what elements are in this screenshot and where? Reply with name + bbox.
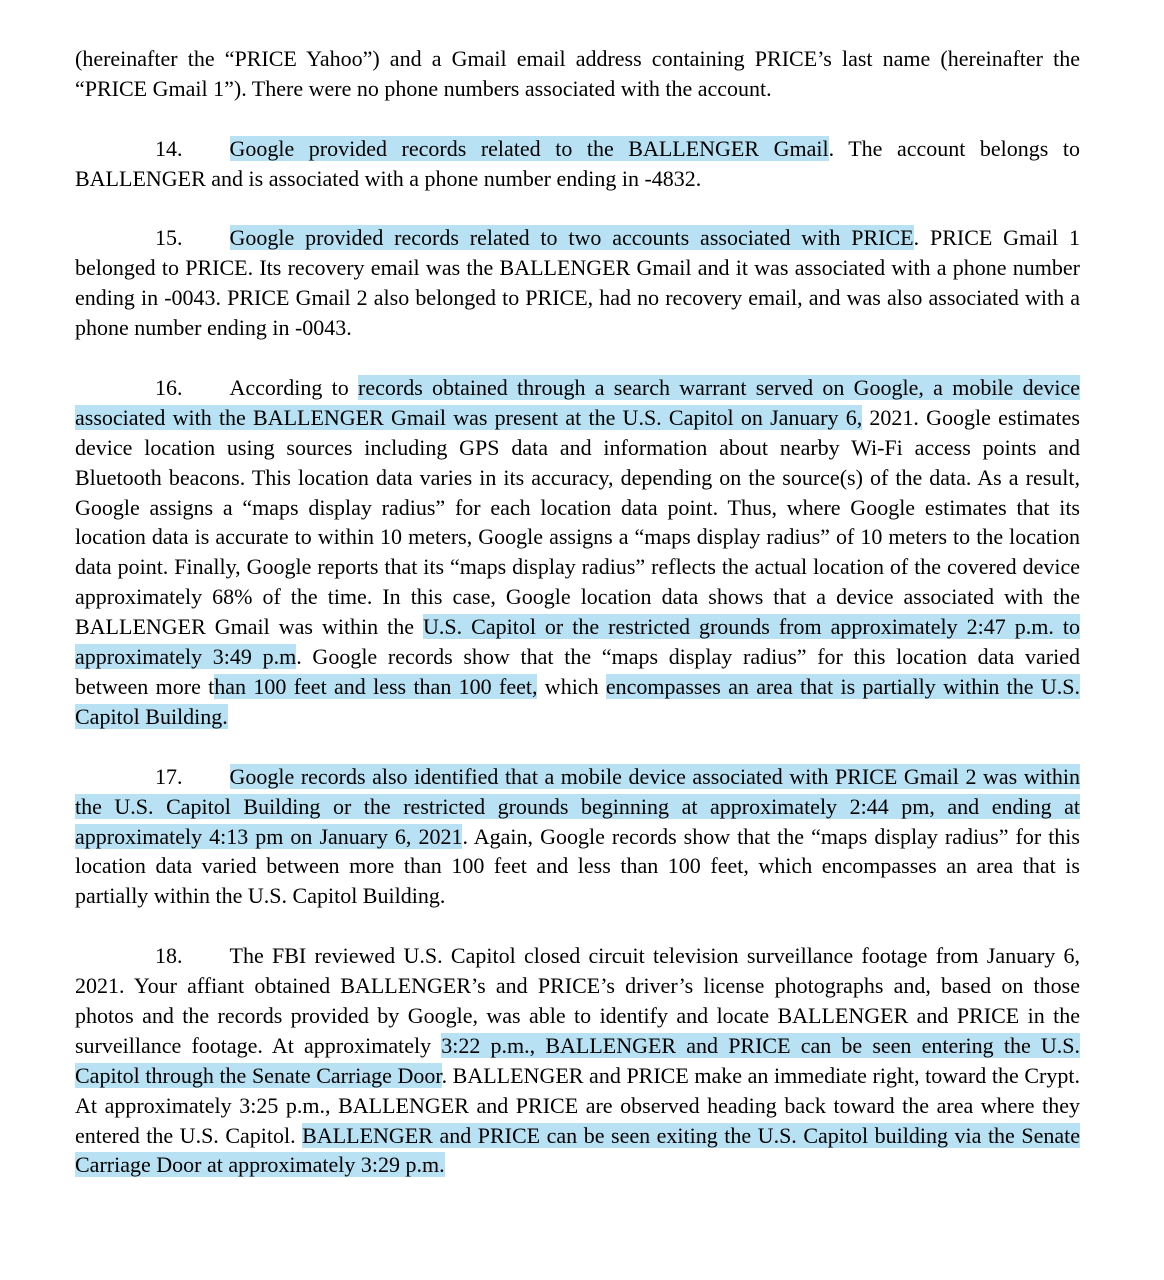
text-segment: The FBI reviewed U.S. Capitol closed circuit television surveillance footage from January 6, 2021. Your affiant obtained BALLENGER’s and PRICE’s driver’s license photographs and, based on those photos and the records provided by Google, was able to identify and locate BALLENGER and PRICE in the surveillance footage. At approximately	[75, 943, 1080, 1058]
text-segment: . PRICE Gmail 1 belonged to PRICE. Its recovery email was the BALLENGER Gmail and it was associated with a phone number ending in -0043. PRICE Gmail 2 also belonged to PRICE, had no recovery email, and was also associated with a phone number ending in -0043.	[75, 225, 1080, 341]
paragraph-number: 16.	[155, 374, 183, 400]
text-segment: . Again, Google records show that the “maps display radius” for this location data varied between more than 100 feet and less than 100 feet, which encompasses an area that is partially within the U.S. Capitol Building.	[75, 823, 1080, 909]
highlighted-text: han 100 feet and less than 100 feet,	[214, 673, 538, 699]
highlighted-text: encompasses an area that is partially within the U.S. Capitol Building.	[75, 673, 1081, 729]
text-segment: . Google records show that the “maps display radius” for this location data varied between more t	[75, 644, 1080, 699]
highlighted-text: Google records also identified that a mobile device associated with PRICE Gmail 2 was within the U.S. Capitol Building or the restricted grounds beginning at approximately 2:44 pm, and ending at approximately 4:13 pm on January 6, 2021	[75, 763, 1080, 849]
text-segment: (hereinafter the “PRICE Yahoo”) and a Gmail email address containing PRICE’s last name (hereinafter the “PRICE Gmail 1”). There were no phone numbers associated with the account.	[75, 46, 1080, 101]
paragraph	[75, 223, 1080, 343]
paragraph-number: 15.	[155, 225, 183, 251]
highlighted-text: Google provided records related to the BALLENGER Gmail	[229, 135, 829, 161]
paragraph	[75, 44, 1080, 104]
paragraph	[75, 373, 1080, 732]
highlighted-text: 3:22 p.m., BALLENGER and PRICE can be seen entering the U.S. Capitol through the Senate Carriage Door	[75, 1032, 1080, 1088]
highlighted-text: Google provided records related to two accounts associated with PRICE	[229, 225, 914, 251]
highlighted-text: U.S. Capitol or the restricted grounds from approximately 2:47 p.m. to approximately 3:49 p.m	[75, 614, 1080, 670]
paragraph	[75, 134, 1080, 194]
text-segment: . BALLENGER and PRICE make an immediate right, toward the Crypt. At approximately 3:25 p.m., BALLENGER and PRICE are observed heading back toward the area where they entered the U.S. Capitol.	[75, 1062, 1080, 1148]
highlighted-text: records obtained through a search warrant served on Google, a mobile device associated with the BALLENGER Gmail was present at the U.S. Capitol on January 6,	[75, 374, 1080, 430]
document-body	[75, 44, 1080, 1180]
text-segment: 2021. Google estimates device location using sources including GPS data and information about nearby Wi-Fi access points and Bluetooth beacons. This location data varies in its accuracy, depending on the source(s) of the data. As a result, Google assigns a “maps display radius” for each location data point. Thus, where Google estimates that its location data is accurate to within 10 meters, Google assigns a “maps display radius” of 10 meters to the location data point. Finally, Google reports that its “maps display radius” reflects the actual location of the covered device approximately 68% of the time. In this case, Google location data shows that a device associated with the BALLENGER Gmail was within the	[75, 404, 1080, 640]
paragraph	[75, 941, 1080, 1180]
paragraph-number: 17.	[155, 763, 183, 789]
paragraph-number: 14.	[155, 135, 183, 161]
paragraph-number: 18.	[155, 943, 183, 969]
highlighted-text: BALLENGER and PRICE can be seen exiting the U.S. Capitol building via the Senate Carriage Door at approximately 3:29 p.m.	[75, 1122, 1080, 1178]
text-segment: . The account belongs to BALLENGER and is associated with a phone number ending in -4832.	[75, 135, 1080, 191]
paragraph	[75, 762, 1080, 912]
text-segment: According to	[229, 374, 359, 400]
text-segment: which	[537, 673, 606, 699]
